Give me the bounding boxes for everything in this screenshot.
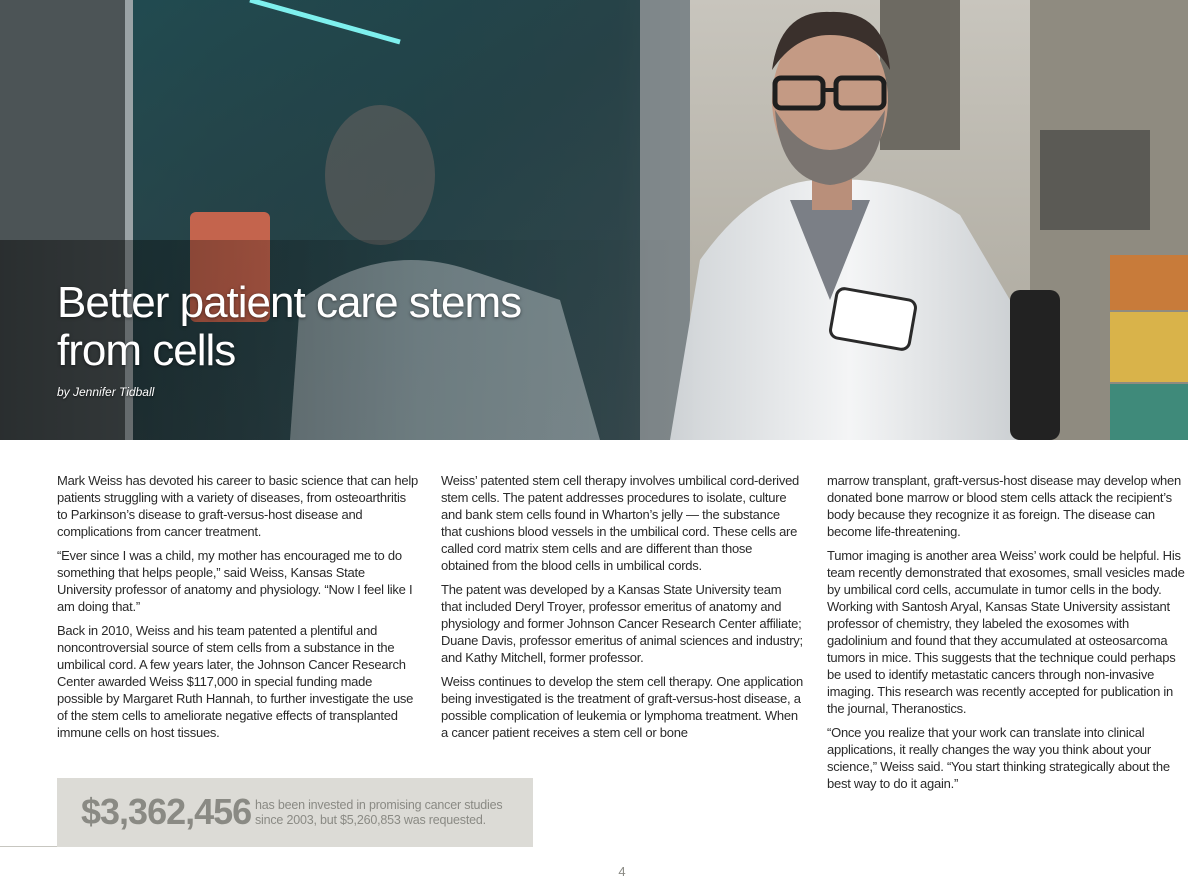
page-number: 4	[618, 864, 626, 879]
article-byline: by Jennifer Tidball	[57, 385, 155, 399]
paragraph: “Ever since I was a child, my mother has encouraged me to do something that helps people,” said Weiss, Kansas State University professor of anatomy and physiology. “Now I feel like I am doing that.”	[57, 548, 413, 614]
lab-equipment	[1040, 130, 1150, 230]
paragraph: marrow transplant, graft-versus-host disease may develop when donated bone marrow or blood stem cells attack the recipient’s body because they recognize it as foreign. The disease can become life-threatening.	[827, 473, 1181, 539]
reflection-head	[325, 105, 435, 245]
wall-panel	[880, 0, 960, 150]
funding-callout	[57, 778, 533, 847]
hero-photo	[0, 0, 1188, 440]
text-column-3	[827, 472, 1189, 799]
funding-amount: $3,362,456	[81, 791, 252, 832]
paragraph: The patent was developed by a Kansas State University team that included Deryl Troyer, professor emeritus of anatomy and physiology and former Johnson Cancer Research Center affiliate; Duane Davis, professor emeritus of animal sciences and industry; and Kathy Mitchell, former professor.	[441, 582, 803, 665]
chair-back	[1010, 290, 1060, 440]
paragraph: Weiss’ patented stem cell therapy involves umbilical cord-derived stem cells. The patent addresses procedures to isolate, culture and bank stem cells found in Wharton’s jelly — the substance that cushions blood vessels in the umbilical cord. These cells are called cord matrix stem cells and are different than those obtained from the blood cells in umbilical cords.	[441, 473, 800, 573]
paragraph: Mark Weiss has devoted his career to basic science that can help patients struggling with a variety of diseases, from osteoarthritis to Parkinson’s disease to graft-versus-host disease and complications from cancer treatment.	[57, 473, 418, 539]
paragraph: Weiss continues to develop the stem cell therapy. One application being investigated is the treatment of graft-versus-host disease, a possible complication of leukemia or lymphoma treatment. When a cancer patient receives a stem cell or bone	[441, 674, 803, 740]
text-column-1	[57, 472, 419, 748]
orange-drawer	[1110, 255, 1188, 310]
yellow-drawer	[1110, 312, 1188, 382]
paragraph: “Once you realize that your work can translate into clinical applications, it really changes the way you think about your science,” Weiss said. “You start thinking strategically about the best way to do it again.”	[827, 725, 1170, 791]
paragraph: Back in 2010, Weiss and his team patented a plentiful and noncontroversial source of stem cells from a substance in the umbilical cord. A few years later, the Johnson Cancer Research Center awarded Weiss $117,000 in special funding made possible by Margaret Ruth Hannah, to further investigate the use of the stem cells to ameliorate negative effects of transplanted immune cells on host tissues.	[57, 623, 414, 740]
funding-description: has been invested in promising cancer studies since 2003, but $5,260,853 was requested.	[255, 798, 503, 827]
paragraph: Tumor imaging is another area Weiss’ work could be helpful. His team recently demonstrated that exosomes, small vesicles made by umbilical cord cells, accumulate in tumor cells in the body. Working with Santosh Aryal, Kansas State University assistant professor of chemistry, they labeled the exosomes with gadolinium and found that they accumulated at osteosarcoma tumors in mice. This suggests that the technique could perhaps be used to identify metastatic cancers through non-invasive imaging. This research was recently accepted for publication in the journal, Theranostics.	[827, 548, 1185, 716]
text-column-2	[441, 472, 803, 748]
article-headline: Better patient care stems from cells	[57, 278, 522, 375]
teal-drawer	[1110, 384, 1188, 440]
